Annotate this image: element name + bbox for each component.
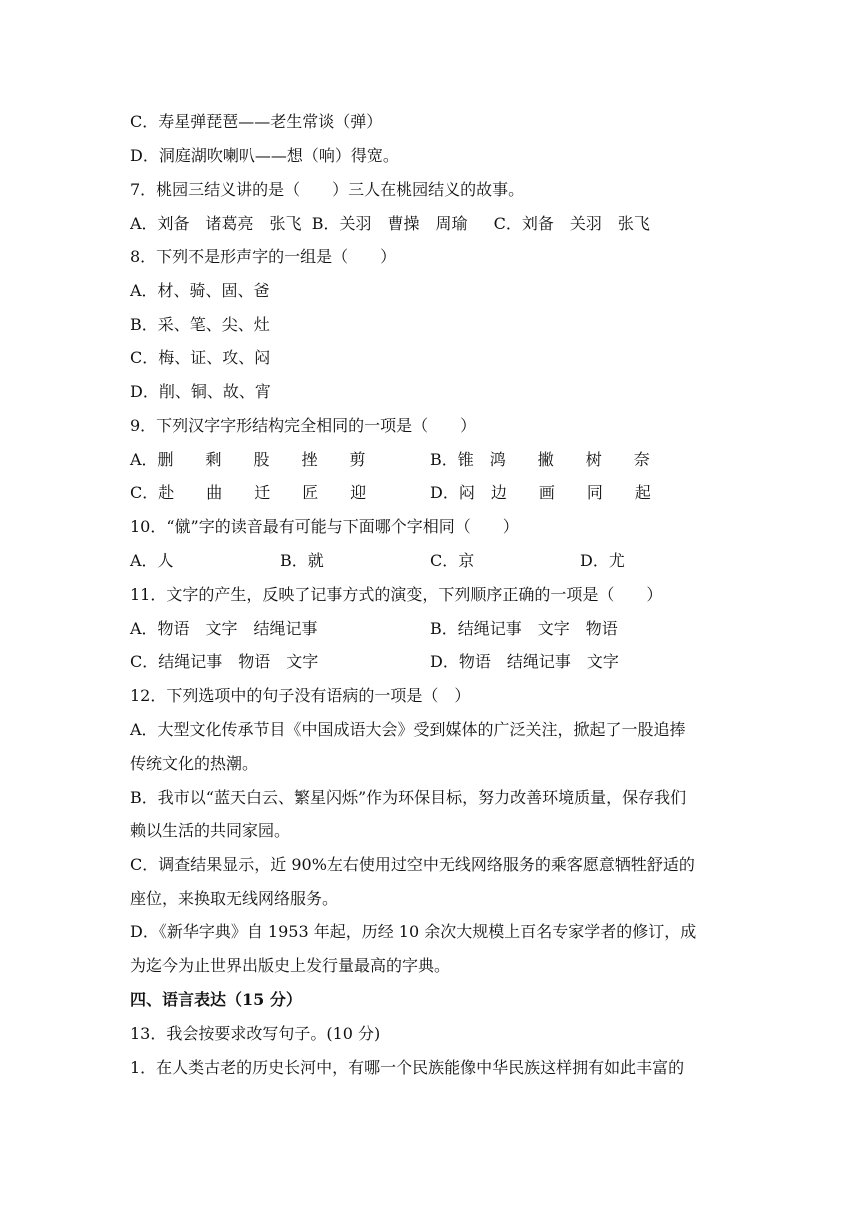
q13-item-1: 1．在人类古老的历史长河中，有哪一个民族能像中华民族这样拥有如此丰富的 (130, 1058, 685, 1077)
q12-option-a-line2: 传统文化的热潮。 (130, 754, 259, 773)
q12-option-d-line2: 为迄今为止世界出版史上发行量最高的字典。 (130, 956, 451, 975)
q9-option-b: B．锥 鸿 撇 树 奈 (430, 450, 650, 469)
q6-option-c: C．寿星弹琵琶——老生常谈（弹） (130, 112, 383, 131)
q8-option-d: D．削、铜、故、宵 (130, 382, 271, 401)
q9-option-a: A．删 剩 股 挫 剪 (130, 450, 366, 469)
q7-stem: 7．桃园三结义讲的是（ ）三人在桃园结义的故事。 (130, 180, 525, 199)
q12-option-d-line1: D．《新华字典》自 1953 年起，历经 10 余次大规模上百名专家学者的修订，成 (130, 922, 697, 941)
q10-stem: 10．“僦”字的读音最有可能与下面哪个字相同（ ） (130, 517, 519, 536)
q10-option-a: A．人 (130, 551, 174, 570)
q7-options: A．刘备 诸葛亮 张飞 B．关羽 曹操 周瑜 C．刘备 关羽 张飞 (130, 214, 650, 233)
q8-option-c: C．梅、证、攻、闷 (130, 348, 271, 367)
q10-option-b: B．就 (280, 551, 324, 570)
q12-option-a-line1: A．大型文化传承节目《中国成语大会》受到媒体的广泛关注，掀起了一股追捧 (130, 720, 686, 739)
q8-stem: 8．下列不是形声字的一组是（ ） (130, 247, 397, 266)
q10-option-d: D．尤 (580, 551, 625, 570)
q11-option-a: A．物语 文字 结绳记事 (130, 619, 318, 638)
q12-option-c-line1: C．调查结果显示，近 90%左右使用过空中无线网络服务的乘客愿意牺牲舒适的 (130, 855, 695, 874)
q8-option-b: B．采、笔、尖、灶 (130, 315, 270, 334)
q6-option-d: D．洞庭湖吹喇叭——想（响）得宽。 (130, 146, 399, 165)
q10-option-c: C．京 (430, 551, 475, 570)
q13-stem: 13．我会按要求改写句子。(10 分) (130, 1024, 381, 1043)
q11-option-c: C．结绳记事 物语 文字 (130, 652, 319, 671)
q12-option-c-line2: 座位，来换取无线网络服务。 (130, 889, 339, 908)
q9-option-c: C．赴 曲 迁 匠 迎 (130, 483, 367, 502)
q11-stem: 11．文字的产生，反映了记事方式的演变，下列顺序正确的一项是（ ） (130, 585, 663, 604)
q9-option-d: D．闷 边 画 同 起 (430, 483, 651, 502)
q11-option-b: B．结绳记事 文字 物语 (430, 619, 618, 638)
q12-option-b-line2: 赖以生活的共同家园。 (130, 821, 291, 840)
q11-option-d: D．物语 结绳记事 文字 (430, 652, 619, 671)
q9-stem: 9．下列汉字字形结构完全相同的一项是（ ） (130, 416, 477, 435)
section-heading-language-expression: 四、语言表达（15 分） (130, 990, 302, 1009)
q12-option-b-line1: B．我市以“蓝天白云、繁星闪烁”作为环保目标，努力改善环境质量，保存我们 (130, 788, 687, 807)
q8-option-a: A．材、骑、固、爸 (130, 281, 270, 300)
q12-stem: 12．下列选项中的句子没有语病的一项是（ ） (130, 686, 471, 705)
